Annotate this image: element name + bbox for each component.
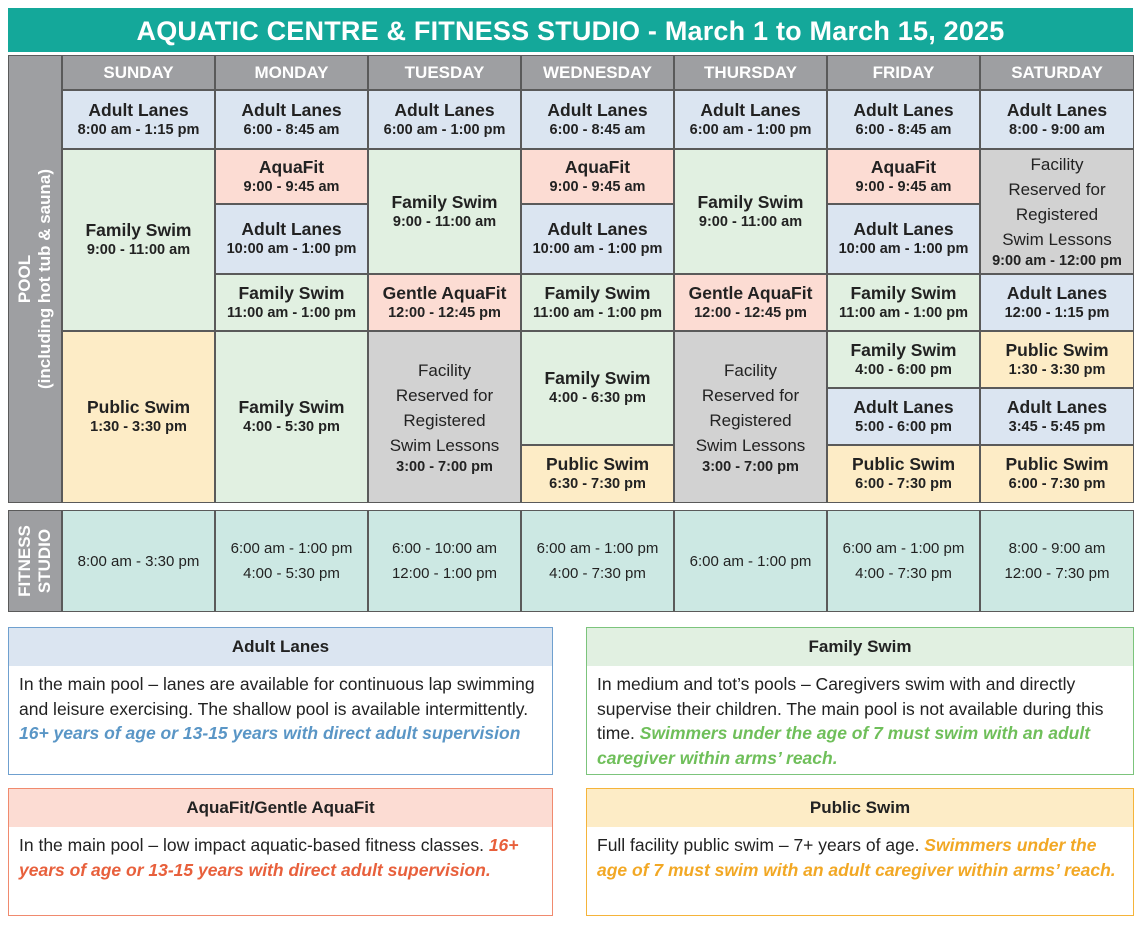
session-time: 3:00 - 7:00 pm (396, 458, 493, 475)
session-name: Adult Lanes (700, 99, 801, 120)
studio-cell (216, 511, 367, 611)
session-time: 9:00 am - 12:00 pm (992, 253, 1122, 269)
session-time: 1:30 - 3:30 pm (1008, 361, 1106, 378)
session-time: 10:00 am - 1:00 pm (226, 241, 357, 257)
session-name: Adult Lanes (547, 99, 648, 120)
day-header-saturday: SATURDAY (981, 56, 1133, 89)
session-name: Adult Lanes (853, 219, 954, 239)
legend-note: 16+ years of age or 13-15 years with direct adult supervision. (19, 835, 519, 880)
session-name: Gentle AquaFit (688, 282, 813, 303)
session-name: Adult Lanes (394, 99, 495, 120)
session-cell (216, 275, 367, 330)
session-cell (981, 275, 1133, 330)
session-time: 6:30 - 7:30 pm (549, 476, 646, 492)
legend-body (587, 666, 1133, 770)
session-cell (981, 150, 1133, 273)
session-cell (522, 205, 673, 273)
session-cell (828, 389, 979, 444)
session-cell (369, 332, 520, 502)
legend-note: Swimmers under the age of 7 must swim with an adult caregiver within arms’ reach. (597, 835, 1116, 880)
studio-time: 6:00 am - 1:00 pm (689, 552, 812, 570)
studio-cell (981, 511, 1133, 611)
studio-time: 6:00 am - 1:00 pm (536, 540, 659, 557)
session-time: 8:00 - 9:00 am (1009, 121, 1105, 138)
session-name: Swim Lessons (695, 435, 806, 455)
studio-time: 4:00 - 7:30 pm (549, 565, 646, 582)
session-cell (522, 150, 673, 203)
session-name: Adult Lanes (853, 396, 954, 417)
session-cell (675, 332, 826, 502)
legend-title: AquaFit/Gentle AquaFit (9, 789, 552, 827)
session-cell (675, 91, 826, 148)
session-name: Public Swim (1005, 454, 1109, 474)
session-cell (522, 275, 673, 330)
session-cell (216, 332, 367, 502)
day-header-thursday: THURSDAY (675, 56, 826, 89)
legend-text: Full facility public swim – 7+ years of age. (597, 835, 925, 855)
legend-aquafit (8, 788, 553, 916)
session-time: 11:00 am - 1:00 pm (839, 304, 968, 321)
session-name: Family Swim (850, 339, 957, 360)
legend-body (9, 827, 552, 882)
session-name: Registered (709, 410, 792, 430)
session-time: 9:00 - 9:45 am (243, 178, 340, 195)
studio-time: 4:00 - 7:30 pm (855, 565, 952, 582)
session-name: Public Swim (545, 454, 650, 474)
session-time: 6:00 - 7:30 pm (1008, 476, 1106, 492)
studio-time: 12:00 - 7:30 pm (1004, 565, 1110, 582)
studio-cell (522, 511, 673, 611)
studio-cell (63, 511, 214, 611)
session-name: AquaFit (564, 156, 631, 177)
legend-note: 16+ years of age or 13-15 years with direct adult supervision (19, 723, 521, 743)
session-cell (369, 150, 520, 273)
day-header-sunday: SUNDAY (63, 56, 214, 89)
pool-row-label (9, 56, 61, 502)
session-name: Adult Lanes (1006, 396, 1108, 417)
session-time: 9:00 - 11:00 am (392, 213, 497, 230)
session-cell (828, 150, 979, 203)
day-header-monday: MONDAY (216, 56, 367, 89)
session-time: 9:00 - 11:00 am (86, 242, 191, 258)
session-name: Family Swim (85, 220, 192, 240)
session-name: Family Swim (544, 368, 651, 388)
legend-body (587, 827, 1133, 882)
session-name: Registered (403, 410, 486, 430)
session-name: Gentle AquaFit (382, 282, 507, 303)
session-time: 10:00 am - 1:00 pm (838, 241, 969, 257)
session-name: Adult Lanes (1006, 282, 1108, 303)
session-cell (828, 275, 979, 330)
session-name: Family Swim (850, 282, 957, 303)
studio-cell (828, 511, 979, 611)
session-cell (981, 91, 1133, 148)
session-time: 1:30 - 3:30 pm (90, 419, 187, 435)
studio-time: 6:00 am - 1:00 pm (842, 540, 965, 557)
session-time: 6:00 am - 1:00 pm (383, 121, 506, 138)
studio-time: 8:00 am - 3:30 pm (77, 552, 200, 570)
day-header-wednesday: WEDNESDAY (522, 56, 673, 89)
session-name: Adult Lanes (241, 219, 342, 239)
session-cell (369, 91, 520, 148)
session-cell (63, 91, 214, 148)
legend-family-swim (586, 627, 1134, 775)
pool-label: POOL (15, 254, 34, 304)
session-cell (216, 91, 367, 148)
session-time: 11:00 am - 1:00 pm (227, 304, 356, 321)
studio-time: 8:00 - 9:00 am (1008, 540, 1106, 557)
session-time: 9:00 - 11:00 am (698, 213, 803, 230)
day-header-friday: FRIDAY (828, 56, 979, 89)
session-time: 4:00 - 6:30 pm (549, 390, 646, 406)
session-name: Adult Lanes (1006, 99, 1108, 120)
legend-title: Family Swim (587, 628, 1133, 666)
pool-sublabel: (including hot tub & sauna) (35, 168, 54, 390)
session-time: 4:00 - 6:00 pm (855, 361, 952, 378)
legend-adult-lanes (8, 627, 553, 775)
session-cell (981, 389, 1133, 444)
session-time: 6:00 - 8:45 am (855, 121, 952, 138)
session-name: AquaFit (870, 156, 937, 177)
session-name: Swim Lessons (389, 435, 500, 455)
studio-cell (675, 511, 826, 611)
session-time: 12:00 - 12:45 pm (694, 304, 807, 321)
legend-note: Swimmers under the age of 7 must swim with an adult caregiver within arms’ reach. (597, 723, 1091, 768)
studio-sublabel: STUDIO (35, 528, 55, 594)
session-name: AquaFit (258, 156, 325, 177)
fitness-studio-grid (8, 510, 1134, 612)
studio-time: 6:00 - 10:00 am (391, 540, 498, 557)
session-name: Family Swim (544, 282, 651, 303)
session-time: 6:00 am - 1:00 pm (689, 121, 812, 138)
session-name: Adult Lanes (547, 219, 648, 239)
pool-schedule-grid (8, 55, 1134, 503)
session-cell (63, 150, 214, 330)
session-time: 6:00 - 7:30 pm (855, 476, 952, 492)
session-name: Reserved for (395, 385, 494, 405)
legend-text: In medium and tot’s pools – Caregivers swim with and directly supervise their children. The main pool is not available during this time. (597, 674, 1104, 743)
session-time: 10:00 am - 1:00 pm (532, 241, 663, 257)
legend-text: In the main pool – lanes are available for continuous lap swimming and leisure exercising. The shallow pool is available intermittently. (19, 674, 535, 719)
session-time: 12:00 - 12:45 pm (388, 304, 501, 321)
studio-time: 12:00 - 1:00 pm (391, 565, 498, 582)
session-time: 6:00 - 8:45 am (549, 121, 646, 138)
session-name: Adult Lanes (853, 99, 954, 120)
session-name: Facility (724, 360, 777, 380)
session-name: Family Swim (238, 397, 345, 417)
session-cell (369, 275, 520, 330)
session-cell (675, 150, 826, 273)
studio-time: 4:00 - 5:30 pm (243, 565, 340, 582)
session-time: 9:00 - 9:45 am (855, 178, 952, 195)
session-time: 5:00 - 6:00 pm (855, 418, 952, 435)
session-time: 4:00 - 5:30 pm (243, 419, 340, 435)
session-name: Facility (1030, 155, 1084, 174)
legend-title: Adult Lanes (9, 628, 552, 666)
session-name: Reserved for (1008, 180, 1106, 199)
session-cell (522, 91, 673, 148)
session-cell (63, 332, 214, 502)
session-name: Family Swim (238, 282, 345, 303)
session-cell (981, 332, 1133, 387)
session-cell (216, 205, 367, 273)
session-name: Family Swim (697, 191, 804, 212)
session-name: Swim Lessons (1002, 230, 1112, 249)
session-time: 3:00 - 7:00 pm (702, 458, 799, 475)
session-cell (828, 446, 979, 502)
studio-cell (369, 511, 520, 611)
session-time: 12:00 - 1:15 pm (1004, 304, 1110, 321)
session-cell (675, 275, 826, 330)
session-cell (828, 91, 979, 148)
page-title: AQUATIC CENTRE & FITNESS STUDIO - March 1 to March 15, 2025 (8, 8, 1133, 52)
session-cell (828, 205, 979, 273)
session-name: Facility (418, 360, 471, 380)
session-cell (216, 150, 367, 203)
studio-time: 6:00 am - 1:00 pm (230, 540, 353, 557)
legend-title: Public Swim (587, 789, 1133, 827)
session-time: 11:00 am - 1:00 pm (533, 304, 662, 321)
studio-row-label (9, 511, 61, 611)
session-name: Reserved for (701, 385, 800, 405)
session-time: 3:45 - 5:45 pm (1008, 418, 1106, 435)
session-name: Public Swim (851, 454, 956, 474)
session-name: Family Swim (391, 191, 498, 212)
day-header-tuesday: TUESDAY (369, 56, 520, 89)
session-cell (981, 446, 1133, 502)
session-cell (522, 446, 673, 502)
session-name: Registered (1015, 205, 1099, 224)
session-time: 9:00 - 9:45 am (549, 178, 646, 195)
legend-public-swim (586, 788, 1134, 916)
session-name: Public Swim (86, 397, 191, 417)
session-name: Public Swim (1005, 339, 1109, 360)
studio-label: FITNESS (15, 525, 35, 597)
session-time: 8:00 am - 1:15 pm (77, 121, 200, 138)
session-cell (522, 332, 673, 444)
session-name: Adult Lanes (241, 99, 342, 120)
session-cell (828, 332, 979, 387)
session-name: Adult Lanes (88, 99, 189, 120)
legend-body (9, 666, 552, 746)
session-time: 6:00 - 8:45 am (243, 121, 340, 138)
legend-text: In the main pool – low impact aquatic-based fitness classes. (19, 835, 489, 855)
